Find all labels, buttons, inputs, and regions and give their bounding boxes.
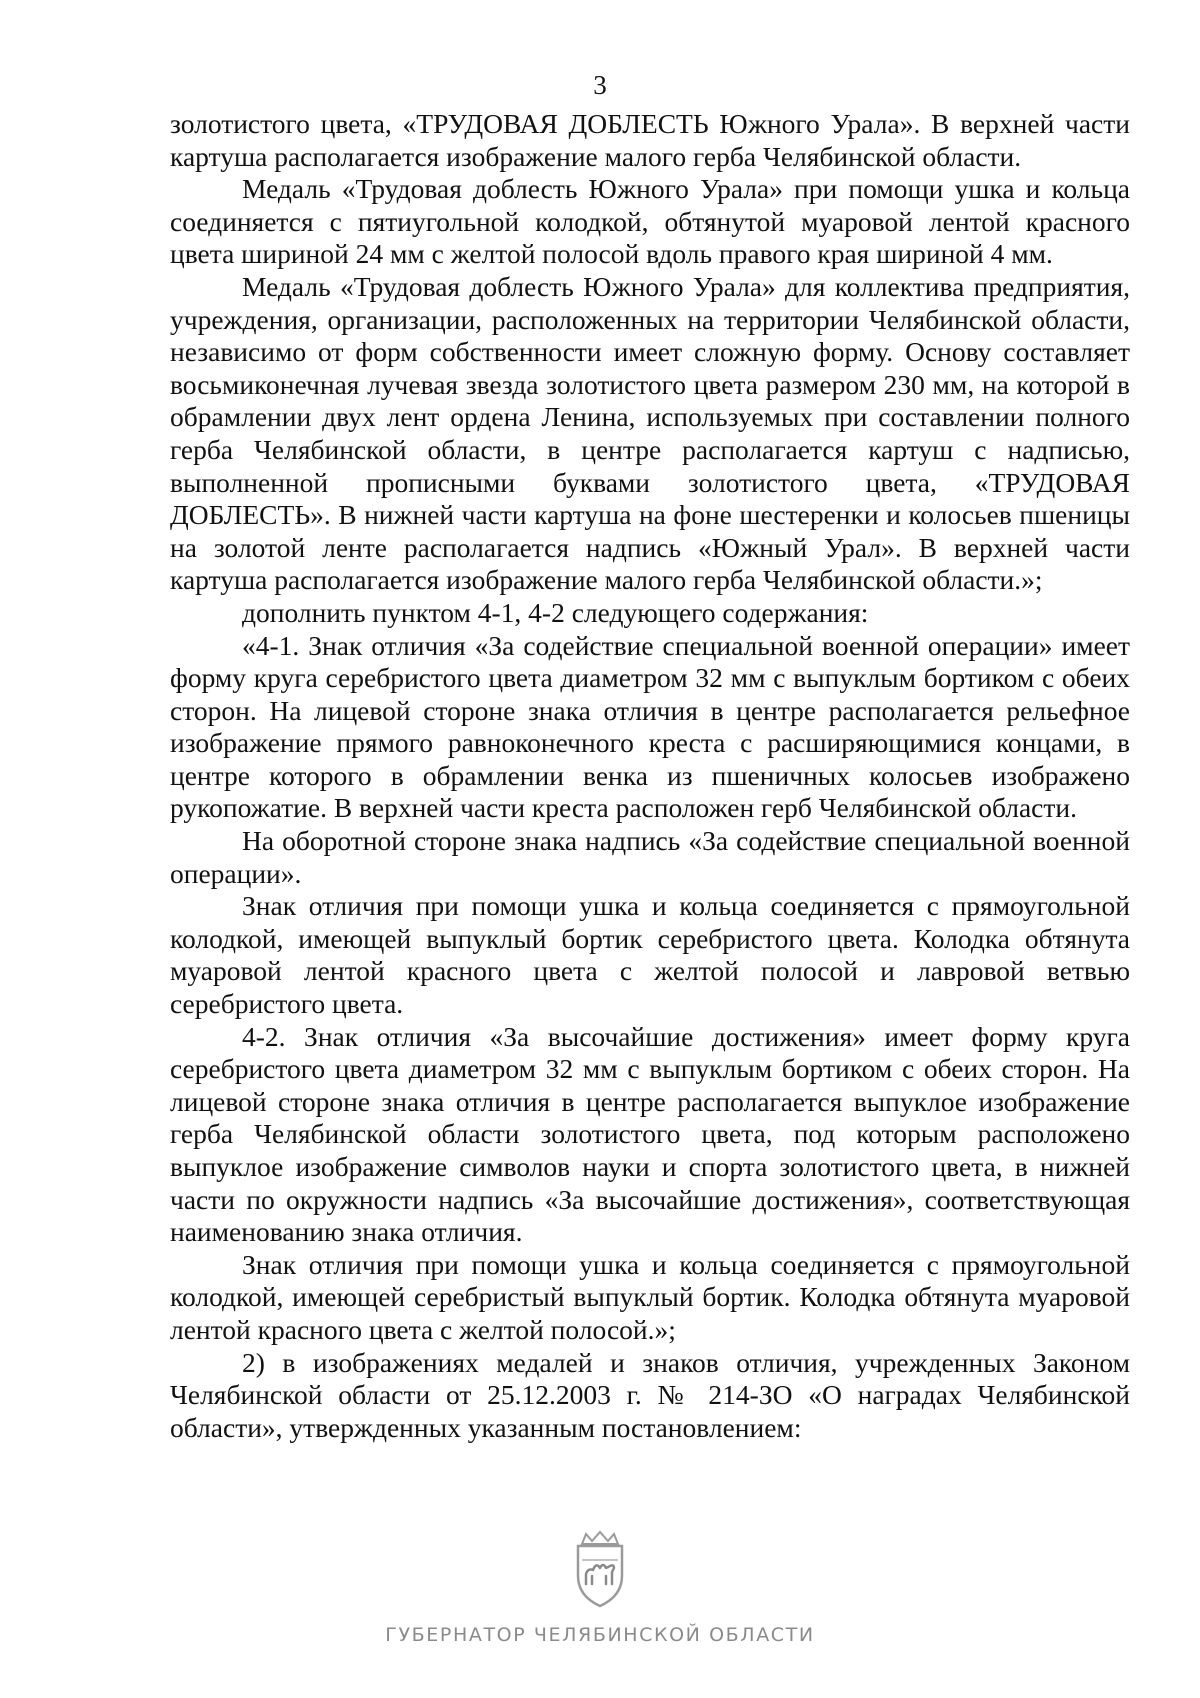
paragraph-5: «4-1. Знак отличия «За содействие специальной военной операции» имеет форму круга серебристого цвета диаметром 32 мм с выпуклым бортиком с обеих сторон. На лицевой стороне знака отличия в центре располагается рельефное изображение прямого равноконечного креста с расширяющимися концами, в центре которого в обрамлении венка из пшеничных колосьев изображено рукопожатие. В верхней части креста расположен герб Челябинской области.: [170, 629, 1130, 824]
paragraph-8: 4-2. Знак отличия «За высочайшие достижения» имеет форму круга серебристого цвета диаметром 32 мм с выпуклым бортиком с обеих сторон. На лицевой стороне знака отличия в центре располагается выпуклое изображение герба Челябинской области золотистого цвета, под которым расположено выпуклое изображение символов науки и спорта золотистого цвета, в нижней части по окружности надпись «За высочайшие достижения», соответствующая наименованию знака отличия.: [170, 1020, 1130, 1248]
paragraph-6: На оборотной стороне знака надпись «За содействие специальной военной операции».: [170, 825, 1130, 889]
paragraph-7: Знак отличия при помощи ушка и кольца соединяется с прямоугольной колодкой, имеющей выпуклый бортик серебристого цвета. Колодка обтянута муаровой лентой красного цвета с желтой полосой и лавровой ветвью серебристого цвета.: [170, 890, 1130, 1020]
governor-caption: ГУБЕРНАТОР ЧЕЛЯБИНСКОЙ ОБЛАСТИ: [385, 1624, 815, 1646]
document-body: [170, 108, 1130, 1444]
paragraph-10: 2) в изображениях медалей и знаков отличия, учрежденных Законом Челябинской области от 25.12.2003 г. № 214-ЗО «О наградах Челябинской области», утвержденных указанным постановлением:: [170, 1346, 1130, 1443]
page-number: 3: [593, 70, 607, 100]
paragraph-9: Знак отличия при помощи ушка и кольца соединяется с прямоугольной колодкой, имеющей серебристый выпуклый бортик. Колодка обтянута муаровой лентой красного цвета с желтой полосой.»;: [170, 1248, 1130, 1345]
paragraph-2: Медаль «Трудовая доблесть Южного Урала» при помощи ушка и кольца соединяется с пятиугольной колодкой, обтянутой муаровой лентой красного цвета шириной 24 мм с желтой полосой вдоль правого края шириной 4 мм.: [170, 173, 1130, 270]
paragraph-3: Медаль «Трудовая доблесть Южного Урала» для коллектива предприятия, учреждения, организации, расположенных на территории Челябинской области, независимо от форм собственности имеет сложную форму. Основу составляет восьмиконечная лучевая звезда золотистого цвета размером 230 мм, на которой в обрамлении двух лент ордена Ленина, используемых при составлении полного герба Челябинской области, в центре располагается картуш с надписью, выполненной прописными буквами золотистого цвета, «ТРУДОВАЯ ДОБЛЕСТЬ». В нижней части картуша на фоне шестеренки и колосьев пшеницы на золотой ленте располагается надпись «Южный Урал». В верхней части картуша располагается изображение малого герба Челябинской области.»;: [170, 270, 1130, 596]
paragraph-1: золотистого цвета, «ТРУДОВАЯ ДОБЛЕСТЬ Южного Урала». В верхней части картуша располагается изображение малого герба Челябинской области.: [170, 108, 1130, 172]
chelyabinsk-coat-of-arms-icon: [568, 1530, 632, 1610]
letterhead-footer: [0, 1530, 1200, 1646]
paragraph-4: дополнить пунктом 4-1, 4-2 следующего содержания:: [242, 596, 869, 628]
